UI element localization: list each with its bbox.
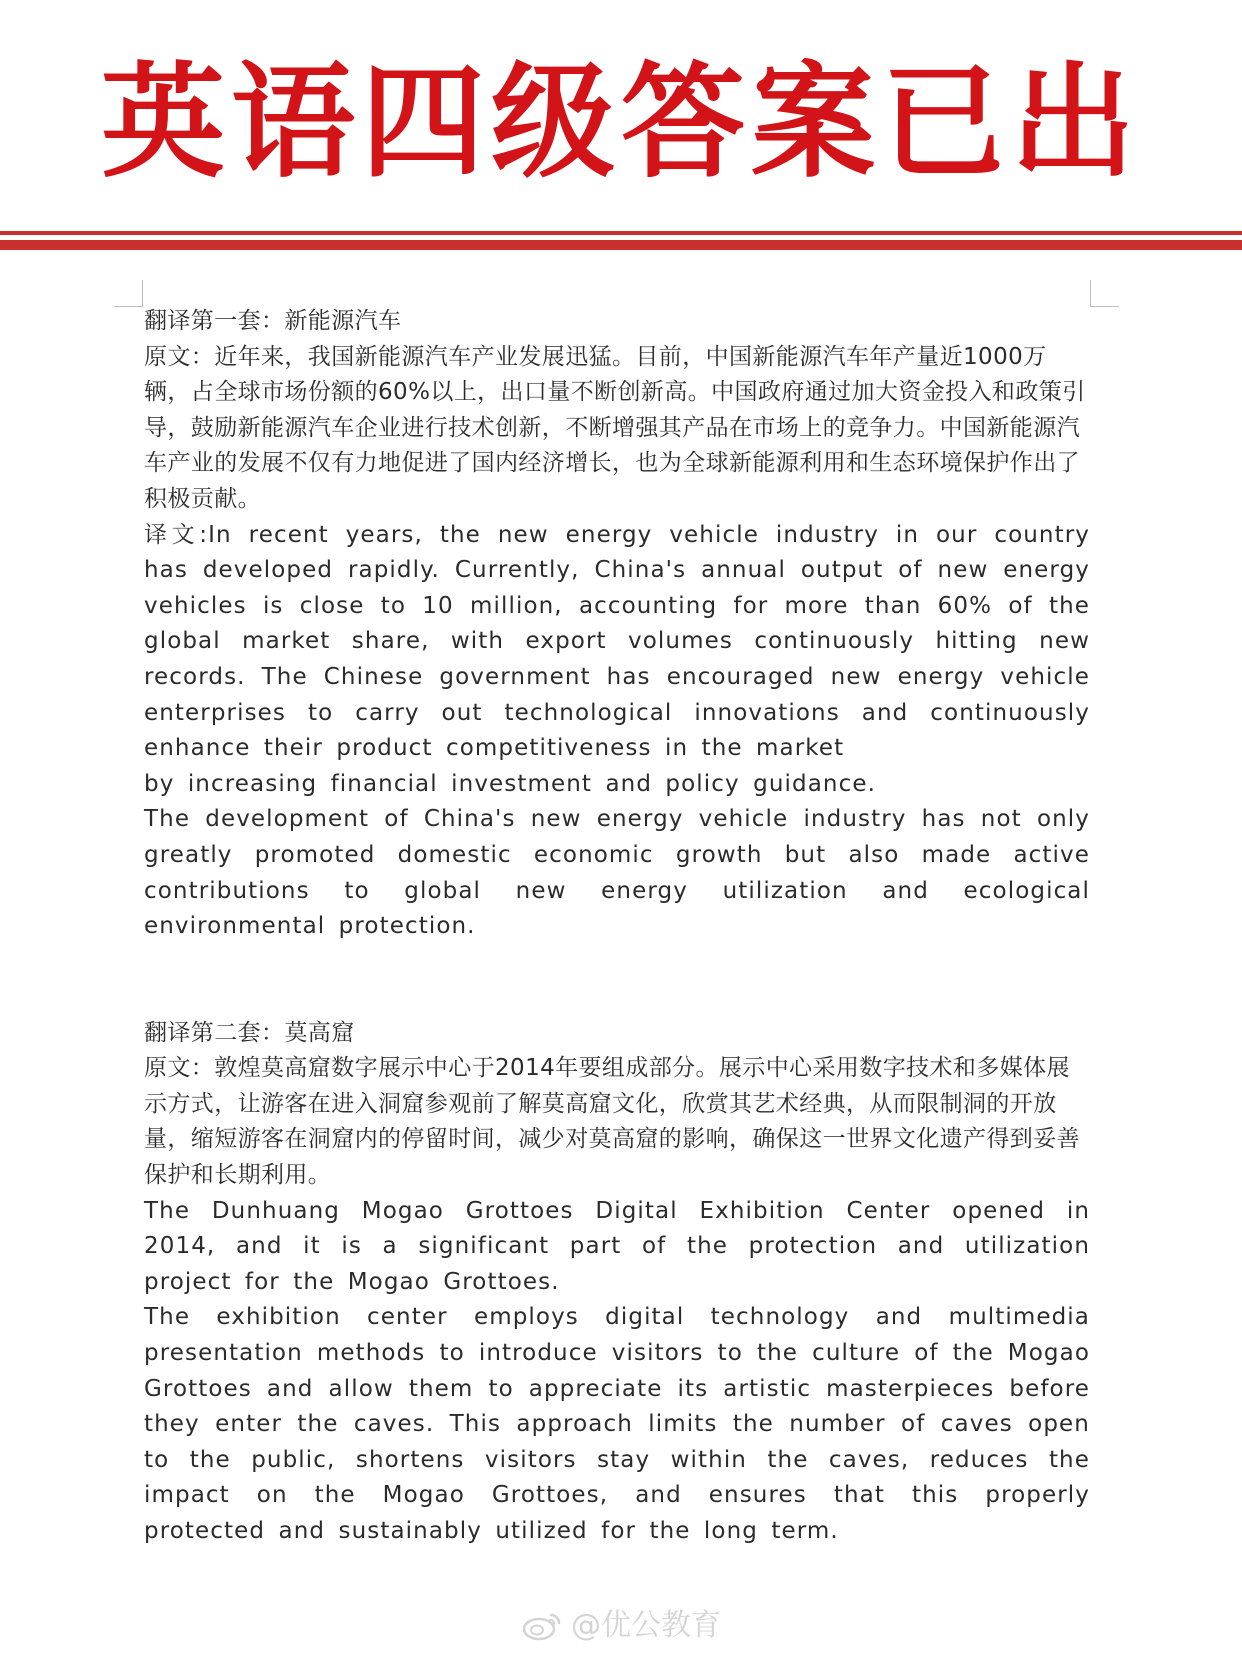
- watermark-text: @优公教育: [571, 1608, 721, 1643]
- original-text: 原文：近年来，我国新能源汽车产业发展迅猛。目前，中国新能源汽车年产量近1000万辆，占全球市场份额的60%以上，出口量不断创新高。中国政府通过加大资金投入和政策引导，鼓励新能源汽车企业进行技术创新，不断增强其产品在市场上的竞争力。中国新能源汽车产业的发展不仅有力地促进了国内经济增长，也为全球新能源利用和生态环境保护作出了积极贡献。: [144, 343, 1086, 512]
- translation-section-2: [144, 1016, 1090, 1550]
- banner-title: 英语四级答案已出: [100, 51, 1141, 195]
- translation-paragraph: The Dunhuang Mogao Grottoes Digital Exhibition Center opened in 2014, and it is a significant part of the protection and utilization project for the Mogao Grottoes.: [144, 1197, 1090, 1295]
- translation-paragraph: 译文:In recent years, the new energy vehicle industry in our country has developed rapidly. Currently, China's annual output of new energy vehicles is close to 10 million, accounting for more than 60% of the global market share, with export volumes continuously hitting new records. The Chinese government has encouraged new energy vehicle enterprises to carry out technological innovations and continuously enhance their product competitiveness in the market: [144, 521, 1090, 762]
- header-divider-thin: [0, 231, 1242, 235]
- section-heading: 翻译第一套：新能源汽车: [144, 308, 402, 334]
- translation-paragraph: The development of China's new energy vehicle industry has not only greatly promoted domestic economic growth but also made active contributions to global new energy utilization and ecological environmental protection.: [144, 806, 1090, 940]
- section-spacer: [144, 945, 1090, 1016]
- page-corner-mark-left: [114, 280, 143, 307]
- translation-paragraph: The exhibition center employs digital technology and multimedia presentation methods to introduce visitors to the culture of the Mogao Grottoes and allow them to appreciate its artistic masterpieces before they enter the caves. This approach limits the number of caves open to the public, shortens visitors stay within the caves, reduces the impact on the Mogao Grottoes, and ensures that this properly protected and sustainably utilized for the long term.: [144, 1304, 1090, 1544]
- document-body: [144, 304, 1090, 1550]
- original-text: 原文：敦煌莫高窟数字展示中心于2014年要组成部分。展示中心采用数字技术和多媒体展示方式，让游客在进入洞窟参观前了解莫高窟文化，欣赏其艺术经典，从而限制洞的开放量，缩短游客在洞窟内的停留时间，减少对莫高窟的影响，确保这一世界文化遗产得到妥善保护和长期利用。: [144, 1055, 1080, 1189]
- weibo-icon: [521, 1611, 563, 1641]
- page-corner-mark-right: [1090, 280, 1119, 307]
- header-divider-thick: [0, 240, 1242, 250]
- watermark: [0, 1606, 1242, 1646]
- section-heading: 翻译第二套：莫高窟: [144, 1019, 355, 1046]
- translation-paragraph: by increasing financial investment and policy guidance.: [144, 770, 876, 797]
- translation-section-1: [144, 304, 1090, 945]
